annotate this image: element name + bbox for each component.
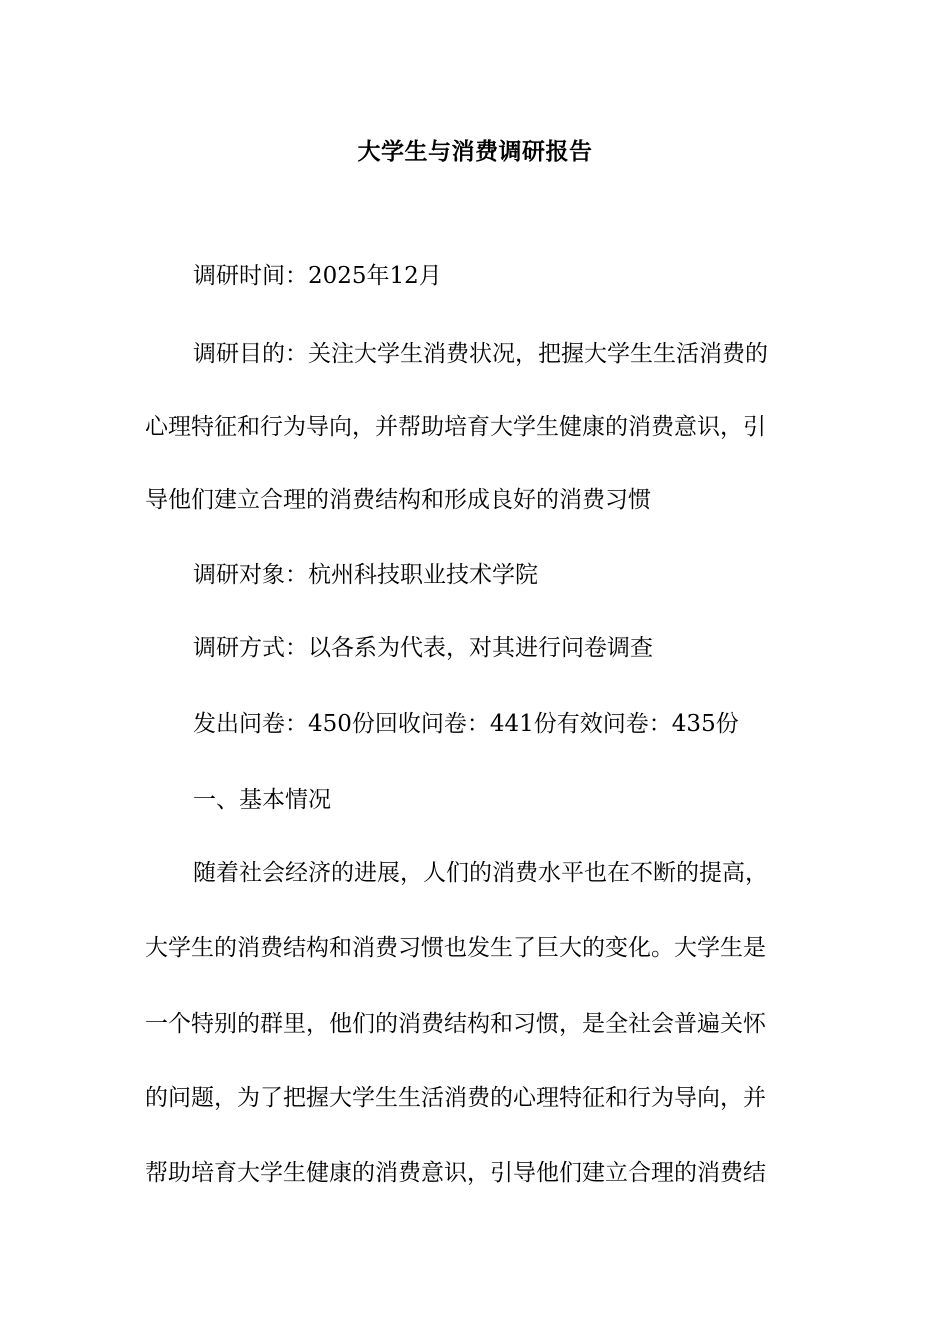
body-paragraph-line-2: 大学生的消费结构和消费习惯也发生了巨大的变化。大学生是 (145, 935, 766, 961)
survey-purpose-line-2: 心理特征和行为导向，并帮助培育大学生健康的消费意识，引 (145, 414, 766, 440)
questionnaire-count-line: 发出问卷：450份回收问卷：441份有效问卷：435份 (193, 711, 739, 737)
body-paragraph-line-3: 一个特别的群里，他们的消费结构和习惯，是全社会普遍关怀 (145, 1011, 766, 1037)
body-paragraph-line-1: 随着社会经济的进展，人们的消费水平也在不断的提高， (193, 860, 768, 886)
survey-method-line: 调研方式：以各系为代表，对其进行问卷调查 (193, 635, 653, 661)
body-paragraph-line-4: 的问题，为了把握大学生生活消费的心理特征和行为导向，并 (145, 1085, 766, 1111)
document-title: 大学生与消费调研报告 (357, 138, 593, 165)
body-paragraph-line-5: 帮助培育大学生健康的消费意识，引导他们建立合理的消费结 (145, 1160, 766, 1186)
survey-target-line: 调研对象：杭州科技职业技术学院 (193, 562, 538, 588)
section-heading-basic: 一、基本情况 (193, 787, 331, 813)
survey-time-line: 调研时间：2025年12月 (193, 263, 442, 289)
survey-purpose-line-3: 导他们建立合理的消费结构和形成良好的消费习惯 (145, 487, 651, 513)
survey-purpose-line-1: 调研目的：关注大学生消费状况，把握大学生生活消费的 (193, 341, 768, 367)
